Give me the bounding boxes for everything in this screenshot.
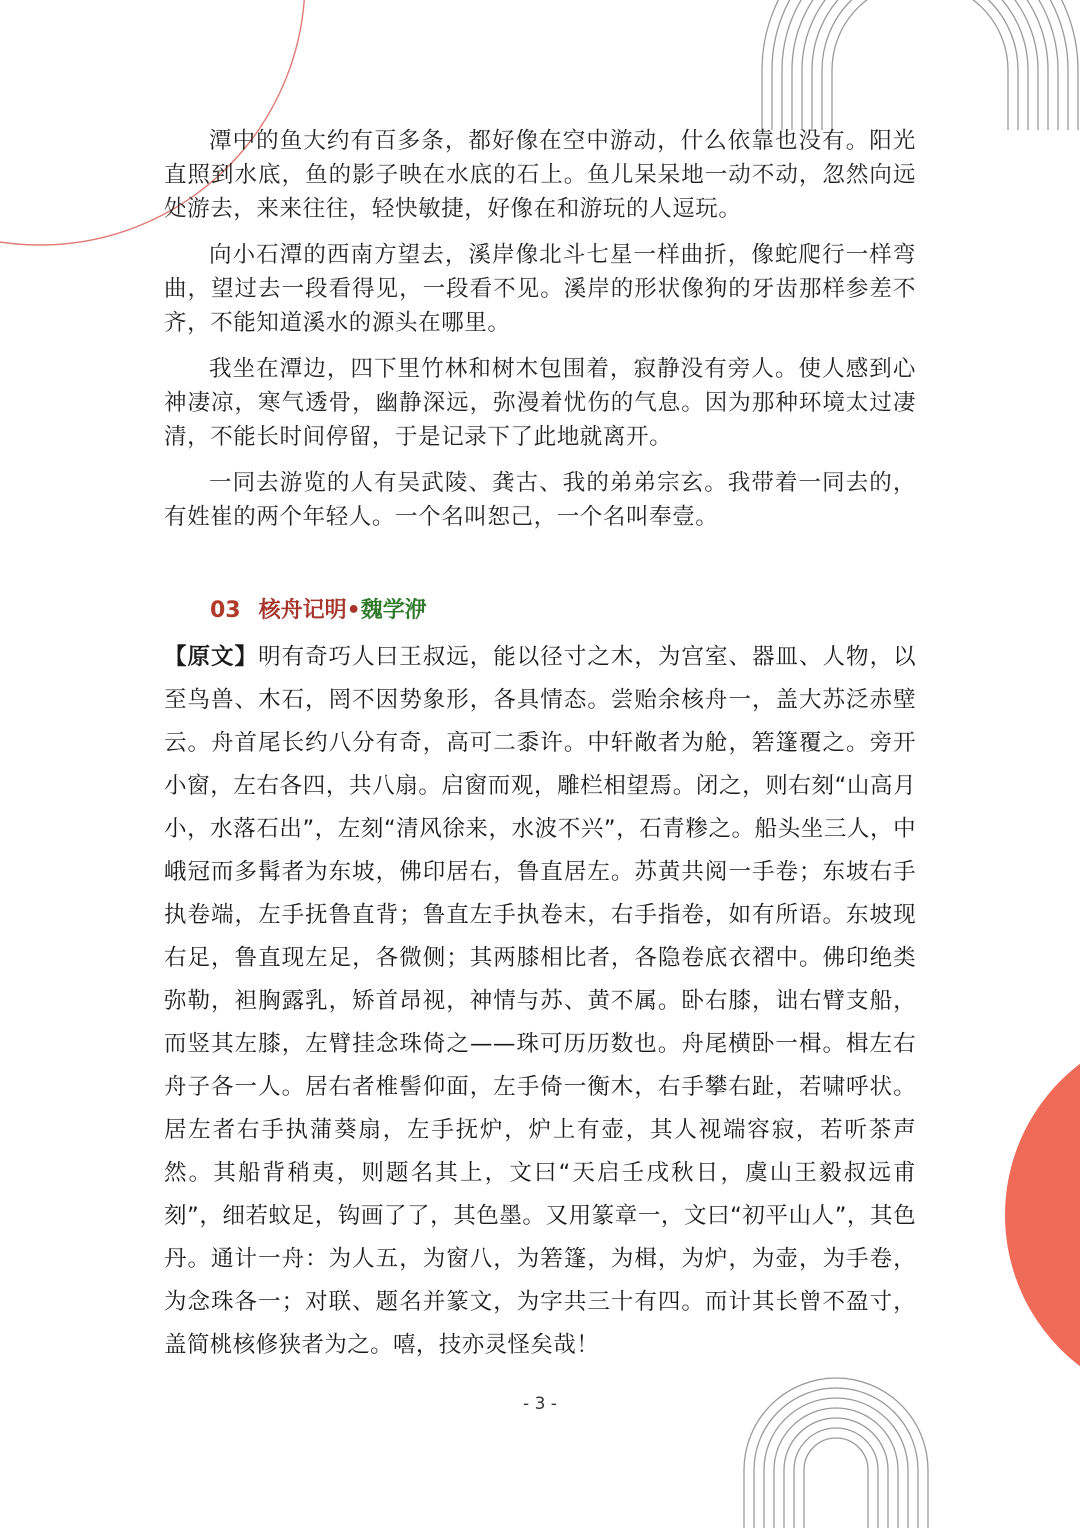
- translation-paragraph: 一同去游览的人有吴武陵、龚古、我的弟弟宗玄。我带着一同去的，有姓崔的两个年轻人。一个名叫恕己，一个名叫奉壹。: [164, 470, 916, 530]
- section-heading: [210, 596, 916, 626]
- original-body: 明有奇巧人曰王叔远，能以径寸之木，为宫室、器皿、人物，以至鸟兽、木石，罔不因势象形，各具情态。尝贻余核舟一，盖大苏泛赤壁云。舟首尾长约八分有奇，高可二黍许。中轩敞者为舱，箬篷覆之。旁开小窗，左右各四，共八扇。启窗而观，雕栏相望焉。闭之，则右刻“山高月小，水落石出”，左刻“清风徐来，水波不兴”，石青糁之。船头坐三人，中峨冠而多髯者为东坡，佛印居右，鲁直居左。苏黄共阅一手卷；东坡右手执卷端，左手抚鲁直背；鲁直左手执卷末，右手指卷，如有所语。东坡现右足，鲁直现左足，各微侧；其两膝相比者，各隐卷底衣褶中。佛印绝类弥勒，袒胸露乳，矫首昂视，神情与苏、黄不属。卧右膝，诎右臂支船，而竖其左膝，左臂挂念珠倚之——珠可历历数也。舟尾横卧一楫。楫左右舟子各一人。居右者椎髻仰面，左手倚一衡木，右手攀右趾，若啸呼状。居左者右手执蒲葵扇，左手抚炉，炉上有壶，其人视端容寂，若听茶声然。其船背稍夷，则题名其上，文曰“天启壬戌秋日，虞山王毅叔远甫刻”，细若蚊足，钩画了了，其色墨。又用篆章一，文曰“初平山人”，其色丹。通计一舟：为人五，为窗八，为箬篷，为楫，为炉，为壶，为手卷，为念珠各一；对联、题名并篆文，为字共三十有四。而计其长曾不盈寸，盖简桃核修狭者为之。嘻，技亦灵怪矣哉！: [164, 644, 916, 1358]
- section-number: 03: [210, 598, 241, 623]
- original-text: [164, 636, 916, 1367]
- orange-circle-decoration: [1005, 1025, 1080, 1405]
- top-arch-decoration: [762, 0, 1078, 130]
- page-number: - 3 -: [523, 1394, 557, 1414]
- translation-block: [164, 124, 916, 534]
- page-content: [164, 124, 916, 1367]
- section-author: 魏学洢: [360, 598, 427, 623]
- translation-paragraph: 我坐在潭边，四下里竹林和树木包围着，寂静没有旁人。使人感到心神凄凉，寒气透骨，幽静深远，弥漫着忧伤的气息。因为那种环境太过凄清，不能长时间停留，于是记录下了此地就离开。: [164, 356, 916, 450]
- translation-paragraph: 向小石潭的西南方望去，溪岸像北斗七星一样曲折，像蛇爬行一样弯曲，望过去一段看得见，一段看不见。溪岸的形状像狗的牙齿那样参差不齐，不能知道溪水的源头在哪里。: [164, 242, 916, 336]
- section-title: 核舟记明: [258, 598, 347, 623]
- translation-paragraph: 潭中的鱼大约有百多条，都好像在空中游动，什么依靠也没有。阳光直照到水底，鱼的影子映在水底的石上。鱼儿呆呆地一动不动，忽然向远处游去，来来往往，轻快敏捷，好像在和游玩的人逗玩。: [164, 128, 916, 222]
- title-separator: •: [346, 598, 361, 623]
- original-label: 【原文】: [164, 644, 259, 670]
